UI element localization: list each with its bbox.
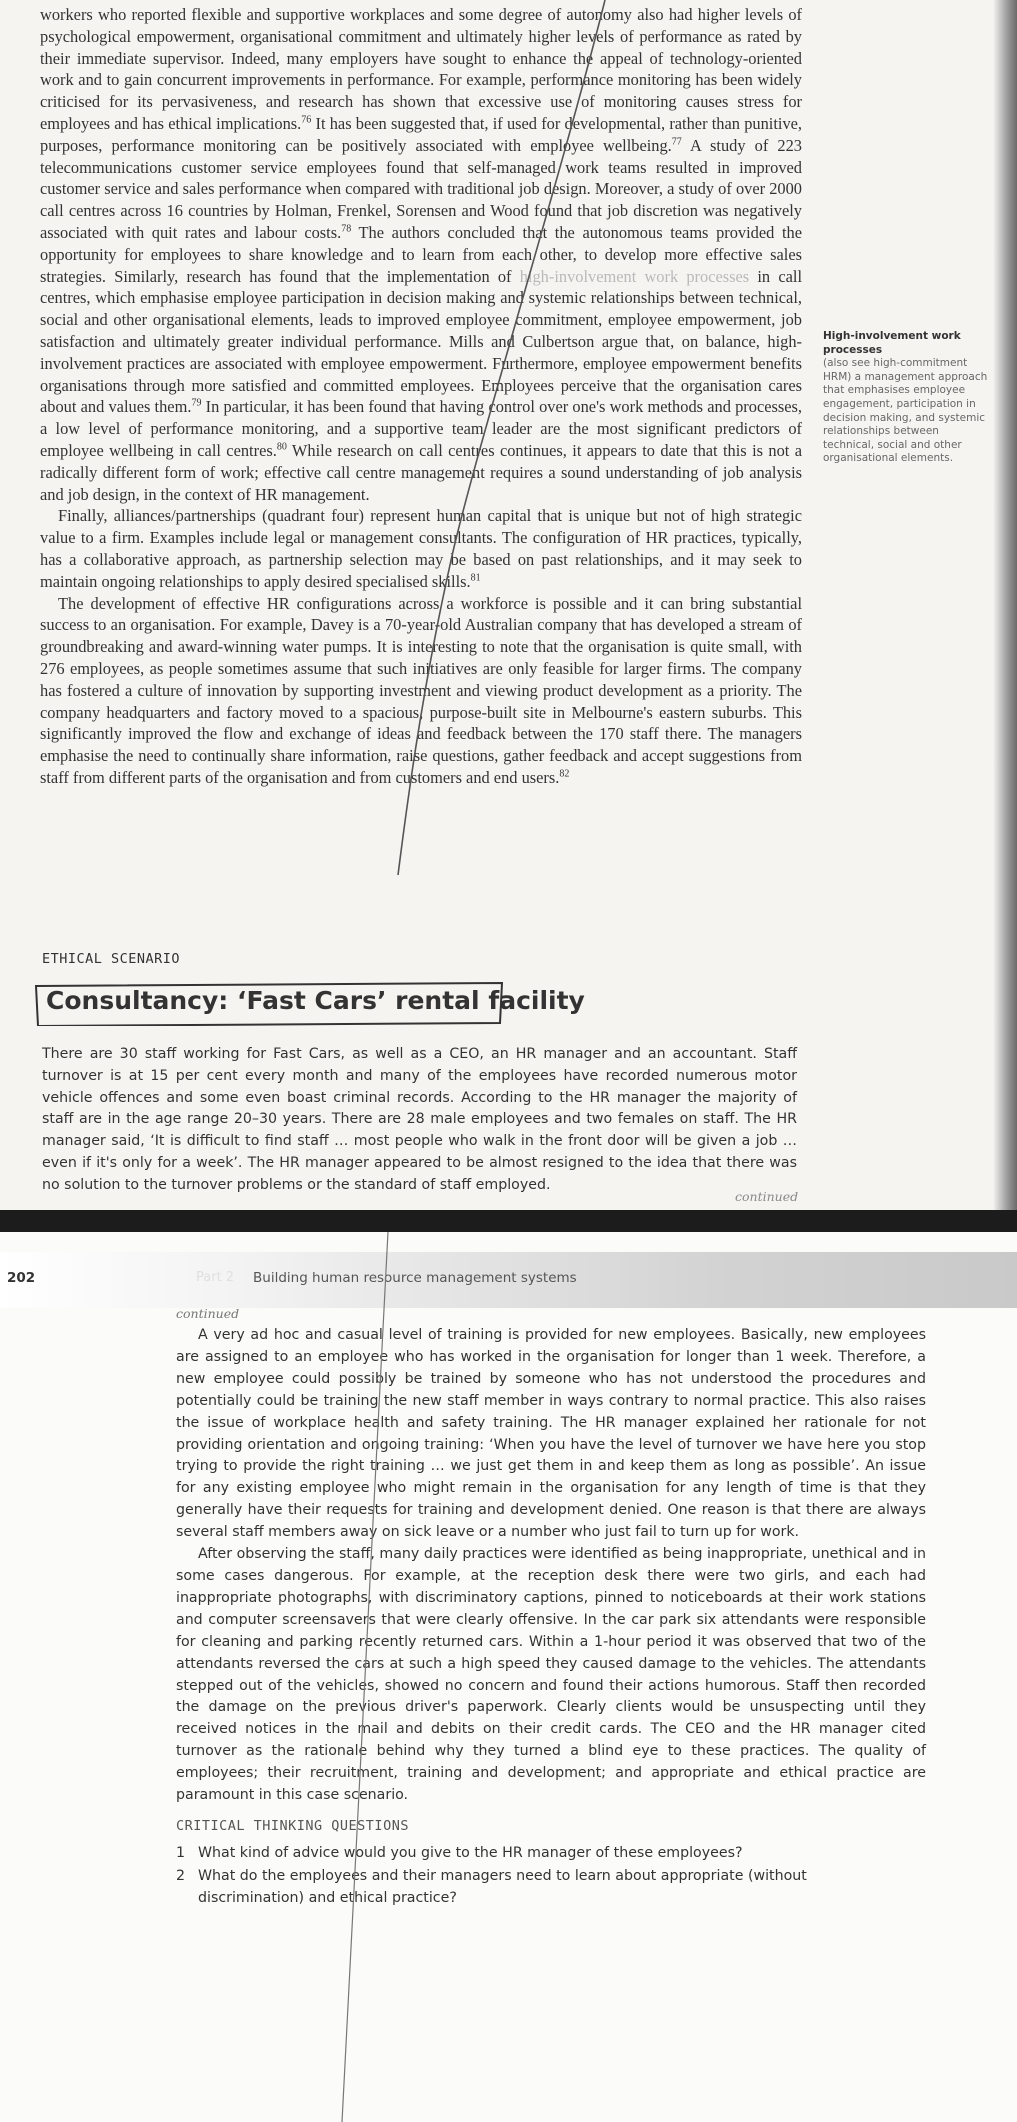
- scenario-paragraph: There are 30 staff working for Fast Cars, as well as a CEO, an HR manager and an accountant. Staff turnover is at 15 per cent every month and many of the employees have recorded numerous motor vehicle offences and some even boast criminal records. According to the HR manager the majority of staff are in the age range 20–30 years. There are 28 male employees and two females on staff. The HR manager said, ‘It is difficult to find staff … most people who walk in the front door will be given a job … even if it's only for a week’. The HR manager appeared to be almost resigned to the idea that there was no solution to the turnover problems or the standard of staff employed.: [42, 1046, 797, 1193]
- page-gap: [0, 1210, 1017, 1232]
- body-paragraph: [40, 593, 802, 789]
- page-202: [0, 1232, 1017, 2122]
- main-body-text: [40, 4, 802, 789]
- text-run: The development of effective HR configurations across a workforce is possible and it can bring substantial success to an organisation. For example, Davey is a 70-year-old Australian company that has developed a stream of groundbreaking and award-winning water pumps. It is interesting to note that the organisation is quite small, with 276 employees, as people sometimes assume that such initiatives are only feasible for larger firms. The company has fostered a culture of innovation by supporting investment and viewing product development as a priority. The company headquarters and factory moved to a spacious, purpose-built site in Melbourne's eastern suburbs. This significantly improved the flow and exchange of ideas and feedback between the 170 staff there. The managers emphasise the need to continually share information, raise questions, gather feedback and accept suggestions from staff from different parts of the organisation and from customers and end users.: [40, 593, 802, 787]
- paragraph: After observing the staff, many daily practices were identified as being inappropriate, unethical and in some cases dangerous. For example, at the reception desk there were two girls, and each had inappropriate photographs, with discriminatory captions, pinned to noticeboards at their work stations and computer screensavers that were clearly offensive. In the car park six attendants were responsible for cleaning and parking recently returned cars. Within a 1-hour period it was observed that two of the attendants reversed the cars at such a high speed they caused damage to the vehicles. The attendants stepped out of the vehicles, showed no concern and found their actions humorous. Staff then recorded the damage on the previous driver's paperwork. Clearly clients would be unsuspecting until they received notices in the mail and debits on their credit cards. The CEO and the HR manager cited turnover as the rationale behind why they turned a blind eye to these practices. The quality of employees; their recruitment, training and development; and appropriate and ethical practice are paramount in this case scenario.: [176, 1546, 926, 1804]
- question-number: 1: [176, 1845, 186, 1861]
- margin-note: [823, 330, 993, 466]
- footnote-ref: 80: [276, 441, 287, 453]
- body-paragraph: [40, 505, 802, 592]
- question-text: What kind of advice would you give to the HR manager of these employees?: [198, 1845, 743, 1861]
- text-run: A study of 223 telecommunications customer service employees found that self-managed work teams resulted in improved customer service and sales performance when compared with traditional job design. Moreover, a study of over 2000 call centres across 16 countries by Holman, Frenkel, Sorensen and Wood found that job discretion was negatively associated with quit rates and labour costs.: [40, 135, 802, 242]
- question-text: What do the employees and their managers need to learn about appropriate (without discrimination) and ethical practice?: [198, 1868, 807, 1906]
- question-item: [176, 1843, 916, 1865]
- critical-thinking-label: CRITICAL THINKING QUESTIONS: [176, 1818, 409, 1834]
- page-number: 202: [7, 1270, 36, 1286]
- footnote-ref: 81: [470, 572, 481, 584]
- text-run: In particular, it has been found that having control over one's work methods and processes, a low level of performance monitoring, and a supportive team leader are the most significant predictors of employee wellbeing in call centres.: [40, 397, 802, 460]
- question-item: [176, 1866, 916, 1910]
- text-run: Finally, alliances/partnerships (quadrant four) represent human capital that is unique but not of high strategic value to a firm. Examples include legal or management consultants. The configuration of HR practices, typically, has a collaborative approach, as partnership selection may be based on past relationships, and it may seek to maintain ongoing relationships to apply desired specialised skills.: [40, 506, 802, 591]
- footnote-ref: 79: [191, 397, 202, 409]
- text-run: in call centres, which emphasise employee participation in decision making and systemic relationships between technical, social and other organisational elements, leads to improved employee commitment, employee empowerment, job satisfaction and ultimately greater individual performance. Mills and Culbertson argue that, on balance, high-involvement practices are associated with employee empowerment. Furthermore, employee empowerment benefits organisations through more satisfied and committed employees. Employees perceive that the organisation cares about and values them.: [40, 266, 802, 417]
- key-term: high-involvement work processes: [519, 266, 750, 286]
- continued-label: continued: [735, 1189, 799, 1204]
- question-number: 2: [176, 1868, 186, 1884]
- body-paragraph: [40, 4, 802, 505]
- page-edge-shadow: [993, 0, 1017, 1210]
- text-run: The authors concluded that the autonomous teams provided the opportunity for employees to share knowledge and to learn from each other, to develop more effective sales strategies. Similarly, research has found that the implementation of: [40, 222, 803, 286]
- scenario-title: Consultancy: ‘Fast Cars’ rental facility: [46, 986, 585, 1015]
- margin-note-title: High-involvement work processes: [823, 330, 961, 356]
- footnote-ref: 77: [671, 136, 682, 148]
- header-title: Building human resource management systems: [253, 1270, 577, 1286]
- footnote-ref: 78: [341, 223, 352, 235]
- text-run: While research on call centres continues, it appears to date that this is not a radically different form of work; effective call centre management requires a sound understanding of job analysis and job design, in the context of HR management.: [40, 440, 802, 504]
- paragraph: A very ad hoc and casual level of training is provided for new employees. Basically, new employees are assigned to an employee who has worked in the organisation for longer than 1 week. Therefore, a new employee could possibly be trained by someone who has not understood the procedures and potentially could be training the new staff member in ways contrary to normal practice. This also raises the issue of workplace health and safety training. The HR manager explained her rationale for not providing orientation and ongoing training: ‘When you have the level of turnover we have here you stop trying to provide the right training … we just get them in and keep them as long as possible’. An issue for any existing employee who might remain in the organisation for any length of time is that they generally have their requests for training and development denied. One reason is that there are always several staff members away on sick leave or a number who just fail to turn up for work.: [176, 1327, 926, 1541]
- part-label: Part 2: [196, 1270, 235, 1285]
- text-run: workers who reported flexible and supportive workplaces and some degree of autonomy also had higher levels of psychological empowerment, organisational commitment and ultimately higher levels of performance as rated by their immediate supervisor. Indeed, many employers have sought to enhance the appeal of technology-oriented work and to gain concurrent improvements in performance. For example, performance monitoring has been widely criticised for its pervasiveness, and research has shown that excessive use of monitoring causes stress for employees and has ethical implications.: [40, 5, 802, 133]
- footnote-ref: 82: [559, 768, 570, 780]
- ethical-scenario-label: ETHICAL SCENARIO: [42, 951, 181, 967]
- margin-note-body: (also see high-commitment HRM) a management approach that emphasises employee engagement, participation in decision making, and systemic relationships between technical, social and other organisational elements.: [823, 357, 988, 465]
- continued-label: continued: [176, 1306, 240, 1321]
- scenario-continued-text: [176, 1325, 926, 1807]
- text-run: It has been suggested that, if used for developmental, rather than punitive, purposes, performance monitoring can be positively associated with employee wellbeing.: [40, 113, 803, 155]
- footnote-ref: 76: [301, 114, 312, 126]
